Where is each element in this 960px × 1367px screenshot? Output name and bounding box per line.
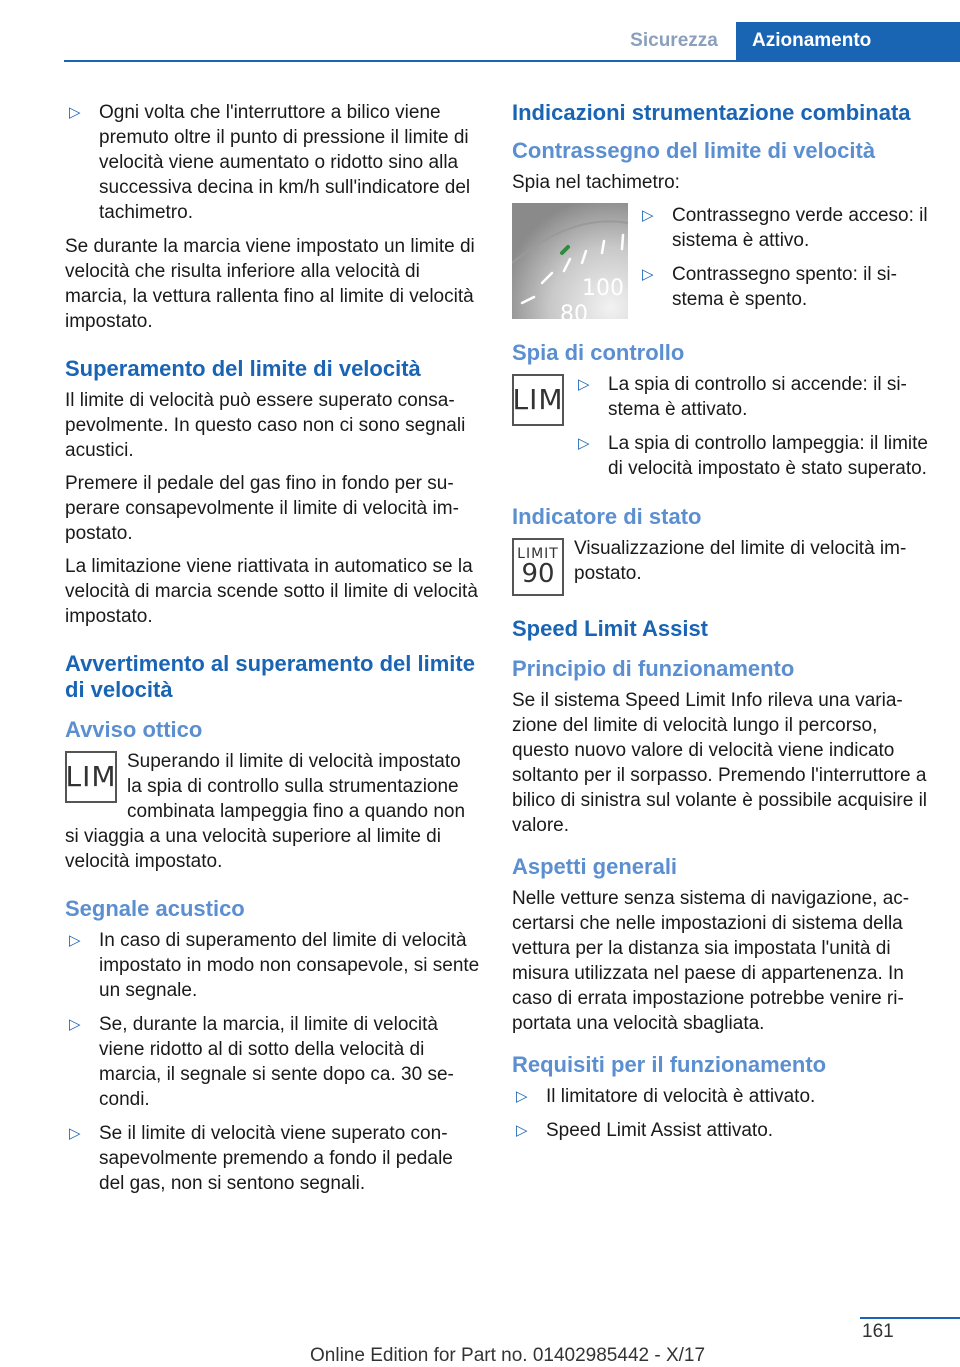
list-item: ▷ La spia di controllo lampeggia: il limite di velocità impostato è stato superato.: [578, 433, 928, 479]
instrument-cluster-heading: Indicazioni strumentazione combinata: [512, 100, 911, 125]
right-column: [512, 100, 928, 1152]
triangle-bullet-icon: ▷: [69, 104, 81, 121]
exceed-paragraph-1: Il limite di velocità può essere superato consapevolmente. In questo caso non ci sono segnali acustici.: [65, 390, 466, 461]
exceed-paragraph-2: Premere il pedale del gas fino in fondo per superare consapevolmente il limite di velocità impostato.: [65, 473, 459, 544]
list-item: ▷ Contrassegno verde acceso: il sistema è attivo.: [642, 205, 928, 251]
list-item: [65, 100, 480, 225]
triangle-bullet-icon: ▷: [578, 376, 590, 393]
speed-marker-block: [512, 203, 928, 326]
speed-marker-heading: Contrassegno del limite di velocità: [512, 138, 876, 163]
lim-indicator-icon: LIM: [65, 751, 117, 803]
status-indicator-block: [512, 536, 928, 596]
list-item: ▷ Contrassegno spento: il sistema è spento.: [642, 264, 897, 310]
speedometer-graphic: [512, 203, 628, 319]
optical-warning-text: Superando il limite di velocità impostato la spia di controllo sulla strumentazione combinata lampeggia fino a quando non si viaggia a una velocità superiore al limite di velocità impostato.: [65, 751, 466, 872]
list-item: ▷ In caso di superamento del limite di velocità impostato in modo non consapevole, si sente un segnale.: [69, 930, 480, 1001]
list-item: ▷ Se, durante la marcia, il limite di velocità viene ridotto al di sotto della velocità di marcia, il segnale si sente dopo ca. 30 secondi.: [69, 1014, 454, 1110]
exceed-paragraph-3: La limitazione viene riattivata in automatico se la velocità di marcia scende sotto il limite di velocità impostato.: [65, 556, 478, 627]
svg-text:80: 80: [560, 302, 588, 319]
principle-text: Se il sistema Speed Limit Info rileva una variazione del limite di velocità lungo il percorso, questo nuovo valore di velocità viene indicato soltanto per il sorpasso. Premendo l'interruttore a bilico di sinistra sul volante è possibile acquisire il valore.: [512, 690, 928, 836]
control-light-block: [512, 372, 928, 490]
list-item: ▷ Se il limite di velocità viene superato consapevolmente premendo a fondo il pedale del gas, non si sentono segnali.: [69, 1123, 453, 1194]
optical-warning-block: [65, 749, 480, 882]
intro-list: [65, 100, 480, 225]
list-item: ▷ La spia di controllo si accende: il sistema è attivato.: [578, 374, 907, 420]
triangle-bullet-icon: ▷: [642, 266, 654, 283]
control-light-list: [574, 372, 928, 481]
section-tab: Sicurezza: [630, 30, 718, 51]
intro-paragraph: Se durante la marcia viene impostato un limite di velocità che risulta inferiore alla velocità di marcia, la vettura rallenta fino al limite di velocità impostato.: [65, 236, 475, 332]
list-item: ▷ Speed Limit Assist attivato.: [516, 1120, 774, 1141]
principle-heading: Principio di funzionamento: [512, 656, 795, 681]
edition-note: Online Edition for Part no. 01402985442 - X/17: [310, 1345, 706, 1366]
triangle-bullet-icon: ▷: [642, 207, 654, 224]
left-column: [65, 100, 480, 1205]
status-indicator-text: Visualizzazione del limite di velocità impostato.: [574, 538, 907, 584]
speed-marker-list: [638, 203, 928, 312]
header-rule: [64, 60, 960, 62]
list-item: ▷ Il limitatore di velocità è attivato.: [516, 1086, 816, 1107]
general-heading: Aspetti generali: [512, 854, 678, 879]
requirements-heading: Requisiti per il funzionamento: [512, 1052, 827, 1077]
svg-text:100: 100: [582, 276, 624, 301]
list-item-text: Ogni volta che l'interruttore a bilico viene premuto oltre il punto di pressione il limite di velocità viene aumentato o ridotto sino alla successiva decina in km/h sull'indicatore del tachimetro.: [99, 102, 471, 223]
speed-limit-assist-heading: Speed Limit Assist: [512, 616, 709, 641]
general-text: Nelle vetture senza sistema di navigazione, accertarsi che nelle impostazioni di sistema della vettura per la distanza sia impostata l'unità di misura utilizzata nel paese di appartenenza. In caso di errata impostazione potrebbe venire riportata una velocità sbagliata.: [512, 888, 910, 1034]
chapter-tab: Azionamento: [736, 22, 960, 60]
acoustic-signal-heading: Segnale acustico: [65, 896, 245, 921]
page-number: 161: [862, 1321, 894, 1342]
status-indicator-heading: Indicatore di stato: [512, 504, 702, 529]
triangle-bullet-icon: ▷: [578, 435, 590, 452]
requirements-list: [512, 1084, 928, 1143]
lim-indicator-icon: LIM: [512, 374, 564, 426]
limit-90-icon: LIMIT 90: [512, 538, 564, 596]
triangle-bullet-icon: ▷: [516, 1088, 528, 1105]
speedometer-image: [512, 203, 628, 326]
speed-marker-intro: Spia nel tachimetro:: [512, 172, 680, 193]
warning-heading: Avvertimento al superamento del limite di velocità: [65, 651, 475, 702]
triangle-bullet-icon: ▷: [516, 1122, 528, 1139]
exceed-heading: Superamento del limite di velocità: [65, 356, 421, 381]
acoustic-signal-list: [65, 928, 480, 1196]
triangle-bullet-icon: ▷: [69, 932, 81, 949]
optical-warning-heading: Avviso ottico: [65, 717, 203, 742]
triangle-bullet-icon: ▷: [69, 1125, 81, 1142]
control-light-heading: Spia di controllo: [512, 340, 685, 365]
triangle-bullet-icon: ▷: [69, 1016, 81, 1033]
page-header: [0, 22, 960, 62]
footer-rule: [860, 1317, 960, 1319]
